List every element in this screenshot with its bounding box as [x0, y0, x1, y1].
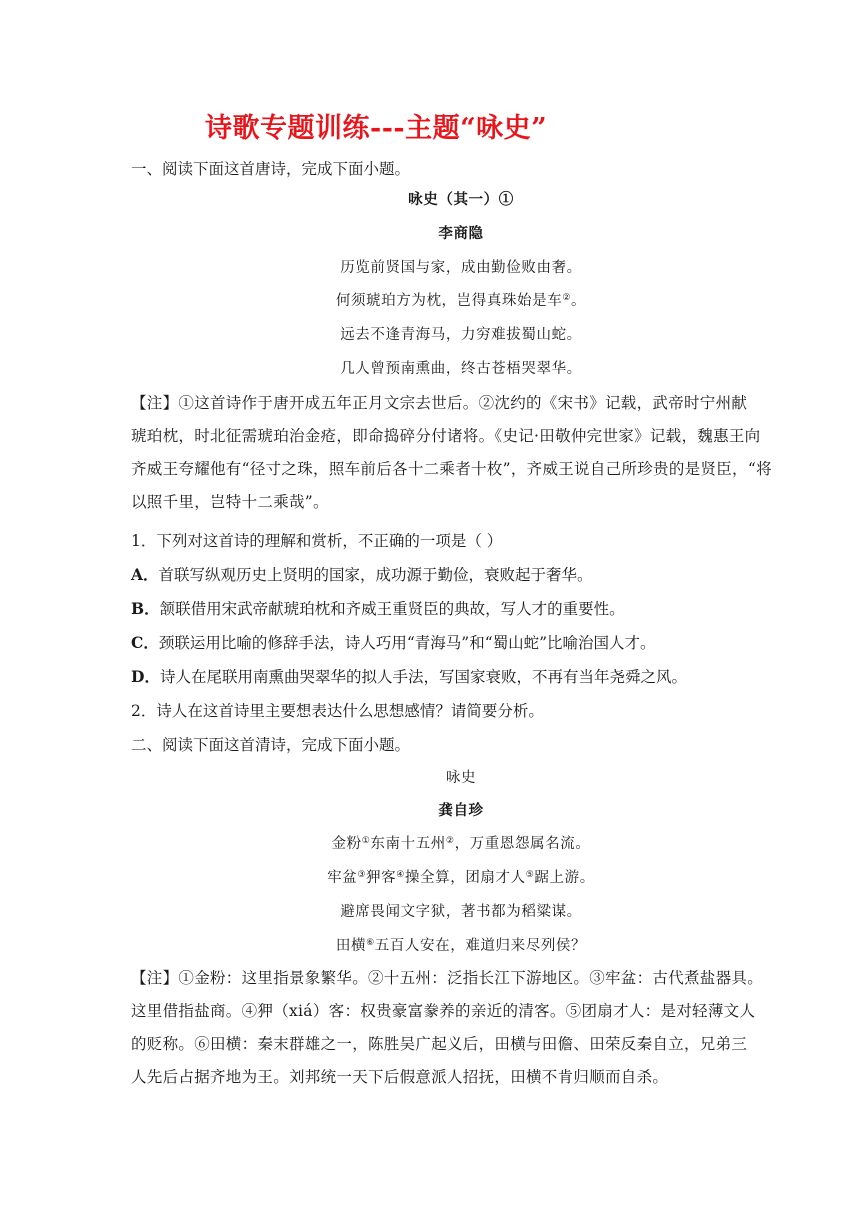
- note1-line-2: 琥珀枕，时北征需琥珀治金疮，即命捣碎分付诸将。《史记·田敬仲完世家》记载，魏惠王向: [131, 427, 761, 445]
- question-2: 2．诗人在这首诗里主要想表达什么思想感情？请简要分析。: [131, 702, 544, 720]
- poem2-author: 龚自珍: [438, 802, 484, 819]
- note2-line-1: 【注】①金粉：这里指景象繁华。②十五州：泛指长江下游地区。③牢盆：古代煮盐器具。: [131, 969, 764, 987]
- poem2-line-2: 牢盆③狎客④操全算，团扇才人⑤踞上游。: [327, 870, 595, 886]
- poem1-author: 李商隐: [438, 225, 484, 242]
- option-d: D．诗人在尾联用南熏曲哭翠华的拟人手法，写国家衰败，不再有当年尧舜之风。: [131, 667, 687, 686]
- poem1-line-1: 历览前贤国与家，成由勤俭败由奢。: [340, 260, 582, 276]
- note2-line-2: 这里借指盐商。④狎（xiá）客：权贵豪富豢养的亲近的清客。⑤团扇才人：是对轻薄文人: [131, 1002, 756, 1020]
- poem1-line-4: 几人曾预南熏曲，终古苍梧哭翠华。: [340, 361, 582, 377]
- note1-line-1: 【注】①这首诗作于唐开成五年正月文宗去世后。②沈约的《宋书》记载，武帝时宁州献: [131, 394, 748, 412]
- question-1: 1．下列对这首诗的理解和赏析，不正确的一项是（ ）: [131, 532, 503, 550]
- poem2-line-3: 避席畏闻文字狱，著书都为稻粱谋。: [340, 904, 582, 920]
- poem2-line-1: 金粉①东南十五州②，万重恩怨属名流。: [331, 836, 591, 852]
- section1-heading: 一、阅读下面这首唐诗，完成下面小题。: [131, 160, 411, 178]
- note2-line-3: 的贬称。⑥田横：秦末群雄之一，陈胜吴广起义后，田横与田儋、田荣反秦自立，兄弟三: [131, 1035, 748, 1053]
- note2-line-4: 人先后占据齐地为王。刘邦统一天下后假意派人招抚，田横不肯归顺而自杀。: [131, 1068, 669, 1086]
- option-b: B．颔联借用宋武帝献琥珀枕和齐威王重贤臣的典故，写人才的重要性。: [131, 599, 625, 618]
- poem2-line-4: 田横⑥五百人安在，难道归来尽列侯？: [335, 938, 587, 954]
- section2-heading: 二、阅读下面这首清诗，完成下面小题。: [131, 736, 411, 754]
- note1-line-3: 齐威王夸耀他有“径寸之珠，照车前后各十二乘者十枚”，齐威王说自己所珍贵的是贤臣，“将: [131, 460, 772, 478]
- note1-line-4: 以照千里，岂特十二乘哉”。: [131, 493, 329, 511]
- option-a: A．首联写纵观历史上贤明的国家，成功源于勤俭，衰败起于奢华。: [131, 565, 593, 584]
- poem2-title: 咏史: [445, 770, 477, 786]
- poem1-line-3: 远去不逢青海马，力穷难拔蜀山蛇。: [340, 327, 582, 343]
- poem1-line-2: 何须琥珀方为枕，岂得真珠始是车②。: [335, 293, 587, 309]
- page-title: 诗歌专题训练---主题“咏史”: [205, 113, 548, 144]
- option-c: C．颈联运用比喻的修辞手法，诗人巧用“青海马”和“蜀山蛇”比喻治国人才。: [131, 633, 656, 652]
- poem1-title: 咏史（其一）①: [408, 191, 514, 208]
